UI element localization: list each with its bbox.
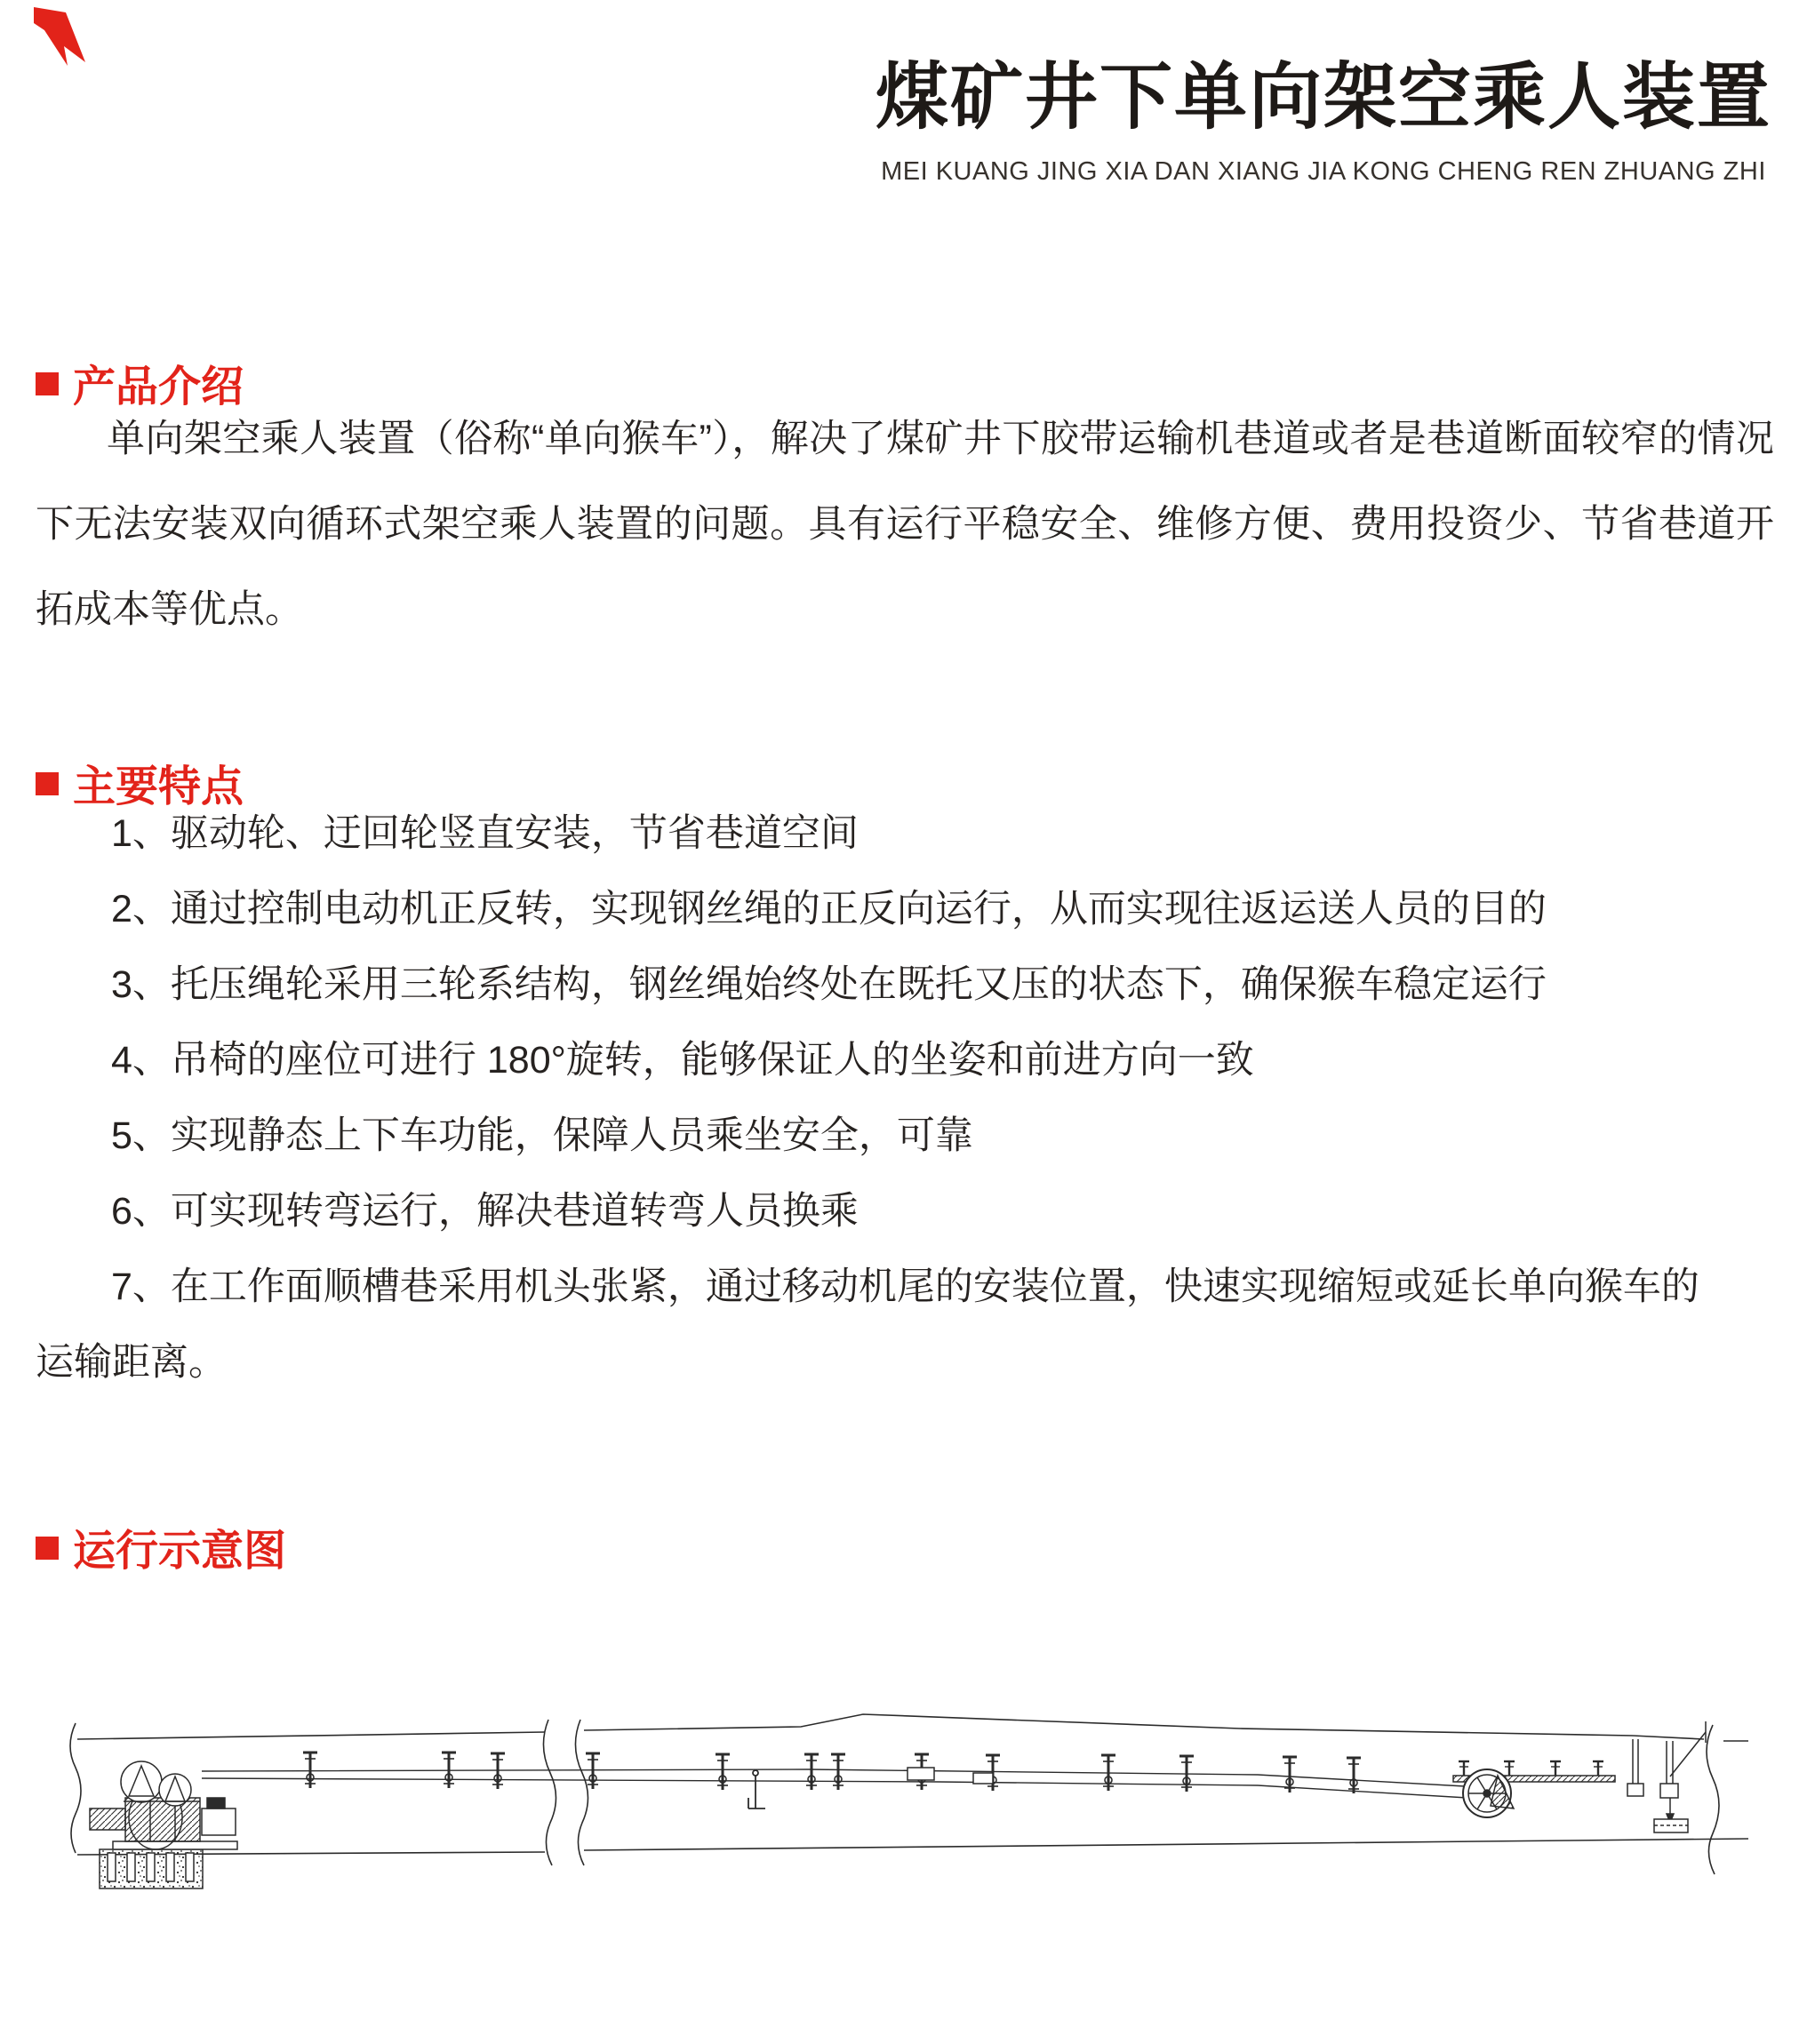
- corner-ribbon-icon: [34, 7, 89, 66]
- operation-diagram-drawing: [49, 1684, 1760, 1893]
- feature-item: 1、驱动轮、迂回轮竖直安装，节省巷道空间: [111, 812, 859, 855]
- section-heading-diagram-label: 运行示意图: [73, 1528, 287, 1575]
- section-heading-features-label: 主要特点: [73, 763, 244, 810]
- red-square-bullet-icon: [36, 1537, 59, 1560]
- page-title: 煤矿井下单向架空乘人装置: [875, 57, 1771, 138]
- intro-paragraph: 单向架空乘人装置（俗称“单向猴车”），解决了煤矿井下胶带运输机巷道或者是巷道断面较窄的情况下无法安装双向循环式架空乘人装置的问题。具有运行平稳安全、维修方便、费用投资少、节省巷道开拓成本等优点。: [36, 418, 1774, 631]
- feature-item: 6、可实现转弯运行，解决巷道转弯人员换乘: [111, 1190, 859, 1233]
- features-list: [36, 796, 1712, 1401]
- section-heading-diagram: [36, 1516, 286, 1577]
- operation-diagram: [49, 1684, 1760, 1893]
- rope-hangers: [303, 1753, 1361, 1793]
- feature-item: 3、托压绳轮采用三轮系结构，钢丝绳始终处在既托又压的状态下，确保猴车稳定运行: [111, 963, 1547, 1006]
- hanging-chair: [748, 1770, 765, 1808]
- masthead: [876, 39, 1771, 187]
- feature-item: 2、通过控制电动机正反转，实现钢丝绳的正反向运行，从而实现往返运送人员的目的: [111, 888, 1547, 930]
- wire-rope: [202, 1769, 1467, 1798]
- drive-station: [90, 1761, 237, 1888]
- feature-item: 5、实现静态上下车功能，保障人员乘坐安全，可靠: [111, 1114, 973, 1157]
- page-subtitle-pinyin: MEI KUANG JING XIA DAN XIANG JIA KONG CHENG REN ZHUANG ZHI: [881, 157, 1766, 186]
- feature-item: 7、在工作面顺槽巷采用机头张紧，通过移动机尾的安装位置，快速实现缩短或延长单向猴车的运输距离。: [36, 1266, 1699, 1384]
- red-square-bullet-icon: [36, 372, 59, 395]
- section-heading-intro-label: 产品介绍: [73, 363, 244, 411]
- feature-item: 4、吊椅的座位可进行 180°旋转，能够保证人的坐姿和前进方向一致: [111, 1039, 1254, 1082]
- red-square-bullet-icon: [36, 772, 59, 795]
